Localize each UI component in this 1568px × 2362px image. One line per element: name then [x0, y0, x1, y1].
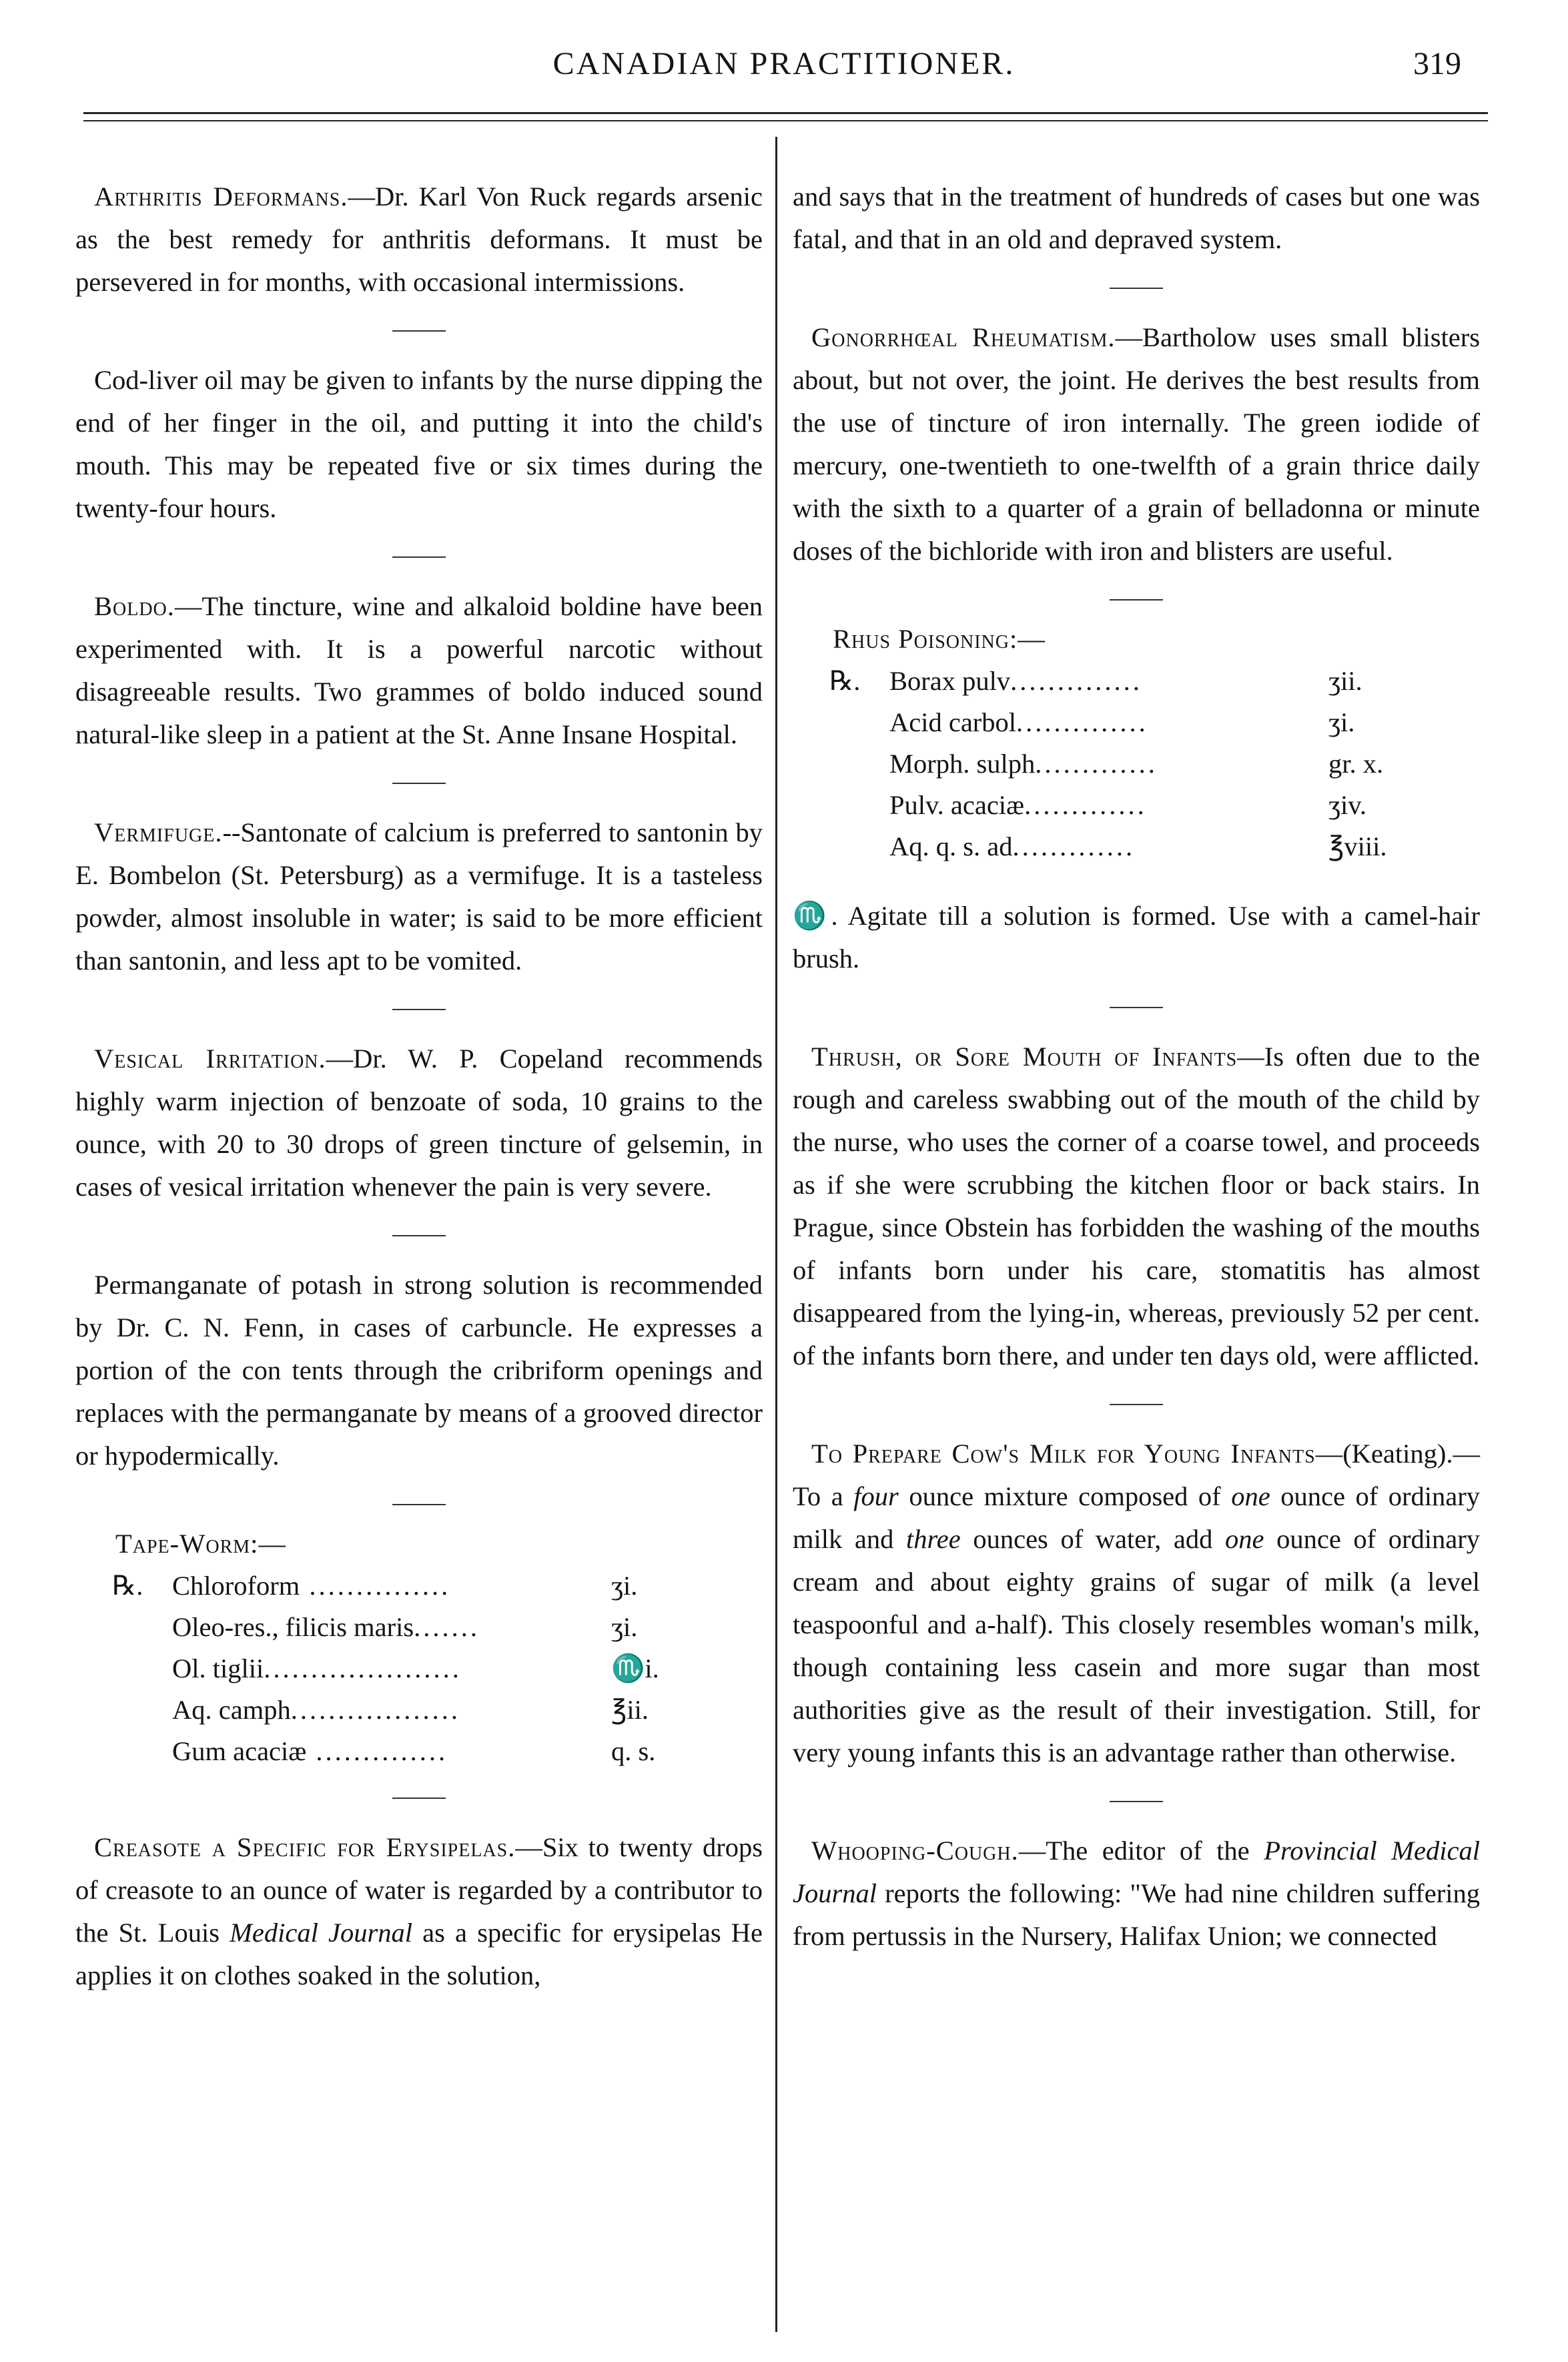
article-body [75, 1826, 763, 1997]
section-separator [1110, 1801, 1163, 1802]
ingredient-name: Pulv. acaciæ............. [889, 790, 1147, 820]
article-tape-worm [75, 1523, 763, 1772]
article-cows-milk [793, 1433, 1480, 1774]
section-separator [392, 1504, 446, 1505]
article-body [75, 175, 763, 304]
ingredient-name: Borax pulv.............. [889, 666, 1142, 696]
journal-title: Medical Journal [230, 1917, 412, 1948]
article-heading: To Prepare Cow's Milk for Young Infants [811, 1438, 1316, 1469]
journal-title: Provincial Medical Journal [793, 1835, 1480, 1908]
article-heading: Creasote a Specific for Erysipelas. [94, 1832, 516, 1862]
article-body [793, 175, 1480, 261]
ingredient-name: Morph. sulph............. [889, 749, 1158, 779]
article-text: as a specific for erysipelas He applies it on clothes soaked in the solution, [75, 1917, 763, 1990]
page-number: 319 [1413, 46, 1461, 81]
ingredient-quantity: ʒi. [611, 1612, 638, 1642]
section-separator [1110, 288, 1163, 289]
article-body [75, 1264, 763, 1477]
section-separator [392, 1009, 446, 1010]
ingredient-name: Chloroform ............... [172, 1571, 451, 1601]
section-separator [392, 1798, 446, 1799]
article-heading: Vermifuge. [94, 817, 223, 847]
article-heading: Whooping-Cough. [811, 1835, 1019, 1866]
article-text: and says that in the treatment of hundreds of cases but one was fatal, and that in an old and depraved system. [793, 181, 1480, 254]
article-thrush [793, 1036, 1480, 1377]
left-column [75, 148, 763, 2024]
article-arthritis [75, 175, 763, 304]
article-body [75, 585, 763, 756]
article-heading: Boldo. [94, 590, 175, 621]
recipe-symbol: ℞. [112, 1571, 143, 1601]
section-separator [392, 783, 446, 784]
ingredient-quantity: ℥ii. [611, 1695, 649, 1725]
ingredient-name: Acid carbol.............. [889, 707, 1148, 737]
article-body: Whooping-Cough.—The editor of the Provincial Medical Journal reports the following: "We had nine children suffering from pertussis in the Nursery, Halifax Union; we connected [793, 1835, 1480, 1951]
article-vermifuge [75, 811, 763, 982]
column-divider [775, 137, 777, 2332]
header-rule-bottom [83, 120, 1488, 121]
article-heading: Vesical Irritation. [94, 1043, 326, 1074]
ingredient-quantity: gr. x. [1328, 749, 1384, 779]
article-text: —The tincture, wine and alkaloid boldine have been experimented with. It is a powerful narcotic without disagreeable results. Two grammes of boldo induced sound natural-like sleep in a patient at the St. Anne Insane Hospital. [75, 590, 763, 749]
article-heading: Arthritis Deformans. [94, 181, 348, 212]
article-body [75, 359, 763, 530]
section-separator [1110, 599, 1163, 601]
ingredient-quantity: ʒii. [1328, 666, 1362, 696]
prescription-row [112, 1565, 659, 1607]
article-gonorrhoeal-rheumatism [793, 316, 1480, 572]
article-permanganate [75, 1264, 763, 1477]
article-text: —Dr. Karl Von Ruck regards arsenic as the best remedy for anthritis deformans. It must be persevered in for months, with occasional intermissions. [75, 181, 763, 297]
section-separator [392, 330, 446, 332]
article-text: —Six to twenty drops of creasote to an ounce of water is regarded by a contributor to the St. Louis [75, 1832, 763, 1948]
article-whooping-cough [793, 1830, 1480, 1958]
prescription-row [829, 785, 1387, 826]
article-body: To Prepare Cow's Milk for Young Infants—(Keating).—To a four ounce mixture composed of one ounce of ordinary milk and three ounces of water, add one ounce of ordinary cream and about eighty grains of sugar of milk (a level teaspoonful and a-half). This closely resembles woman's milk, though containing less casein and more sugar than most authorities give as the result of their investigation. Still, for very young infants this is an advantage rather than otherwise. [793, 1438, 1481, 1767]
article-text: —Dr. W. P. Copeland recommends highly warm injection of benzoate of soda, 10 grains to the ounce, with 20 to 30 drops of green tincture of gelsemin, in cases of vesical irritation whenever the pain is very severe. [75, 1043, 763, 1202]
section-separator [392, 556, 446, 558]
section-separator [1110, 1404, 1163, 1405]
article-body [75, 811, 763, 982]
article-text: Cod-liver oil may be given to infants by the nurse dipping the end of her finger in the oil, and putting it into the child's mouth. This may be repeated five or six times during the twenty-four hours. [75, 364, 763, 523]
article-body [793, 1036, 1480, 1377]
page-header [80, 40, 1488, 100]
recipe-symbol: ℞. [829, 666, 861, 696]
article-creasote [75, 1826, 763, 1997]
prescription-row [829, 743, 1387, 785]
prescription-row [112, 1648, 659, 1689]
article-continued [793, 175, 1480, 261]
article-text: Permanganate of potash in strong solution is recommended by Dr. C. N. Fenn, in cases of carbuncle. He expresses a portion of the con tents through the cribriform openings and replaces with the permanganate by means of a grooved director or hypodermically. [75, 1269, 763, 1471]
article-vesical-irritation [75, 1038, 763, 1208]
prescription-heading: Tape-Worm:— [115, 1529, 286, 1559]
prescription-row [829, 702, 1387, 743]
article-rhus-poisoning [793, 618, 1480, 980]
article-heading: Gonorrhœal Rheumatism. [811, 322, 1116, 352]
ingredient-quantity: q. s. [611, 1736, 656, 1766]
ingredient-name: Aq. camph.................. [172, 1695, 460, 1725]
ingredient-name: Gum acaciæ .............. [172, 1736, 448, 1766]
prescription-note: ♏. Agitate till a solution is formed. Use with a camel-hair brush. [793, 900, 1480, 973]
article-body [75, 1038, 763, 1208]
ingredient-name: Ol. tiglii..................... [172, 1653, 462, 1683]
ingredient-name: Oleo-res., filicis maris....... [172, 1612, 480, 1642]
ingredient-name: Aq. q. s. ad............. [889, 831, 1136, 861]
article-cod-liver-oil [75, 359, 763, 530]
article-text: --Santonate of calcium is preferred to santonin by E. Bombelon (St. Petersburg) as a vermifuge. It is a tasteless powder, almost insoluble in water; is said to be more efficient than santonin, and less apt to be vomited. [75, 817, 763, 975]
prescription-row [829, 826, 1387, 867]
header-rule-top [83, 112, 1488, 114]
section-separator [392, 1235, 446, 1236]
prescription-table [112, 1565, 659, 1772]
right-column [793, 148, 1480, 1984]
article-boldo [75, 585, 763, 756]
article-text: —Bartholow uses small blisters about, but not over, the joint. He derives the best results from the use of tincture of iron internally. The green iodide of mercury, one-twentieth to one-twelfth of a grain thrice daily with the sixth to a quarter of a grain of belladonna or minute doses of the bichloride with iron and blisters are useful. [793, 322, 1480, 566]
ingredient-quantity: ʒi. [611, 1571, 638, 1601]
prescription-table [829, 661, 1387, 867]
article-text: —Is often due to the rough and careless swabbing out of the mouth of the child by the nurse, who uses the corner of a coarse towel, and proceeds as if she were scrubbing the kitchen floor or back stairs. In Prague, since Obstein has forbidden the washing of the mouths of infants born under his care, stomatitis has almost disappeared from the lying-in, whereas, previously 52 per cent. of the infants born there, and under ten days old, were afflicted. [793, 1041, 1480, 1370]
ingredient-quantity: ʒi. [1328, 707, 1355, 737]
article-heading: Thrush, or Sore Mouth of Infants [811, 1041, 1238, 1072]
prescription-row [829, 661, 1387, 702]
prescription-heading: Rhus Poisoning:— [833, 624, 1046, 654]
ingredient-quantity: ♏i. [611, 1653, 659, 1683]
prescription-row [112, 1607, 659, 1648]
section-separator [1110, 1007, 1163, 1008]
prescription-row [112, 1731, 659, 1772]
prescription-row [112, 1689, 659, 1731]
ingredient-quantity: ℥viii. [1328, 831, 1387, 861]
running-title: CANADIAN PRACTITIONER. [552, 46, 1016, 81]
ingredient-quantity: ʒiv. [1328, 790, 1366, 820]
article-body [793, 316, 1480, 572]
